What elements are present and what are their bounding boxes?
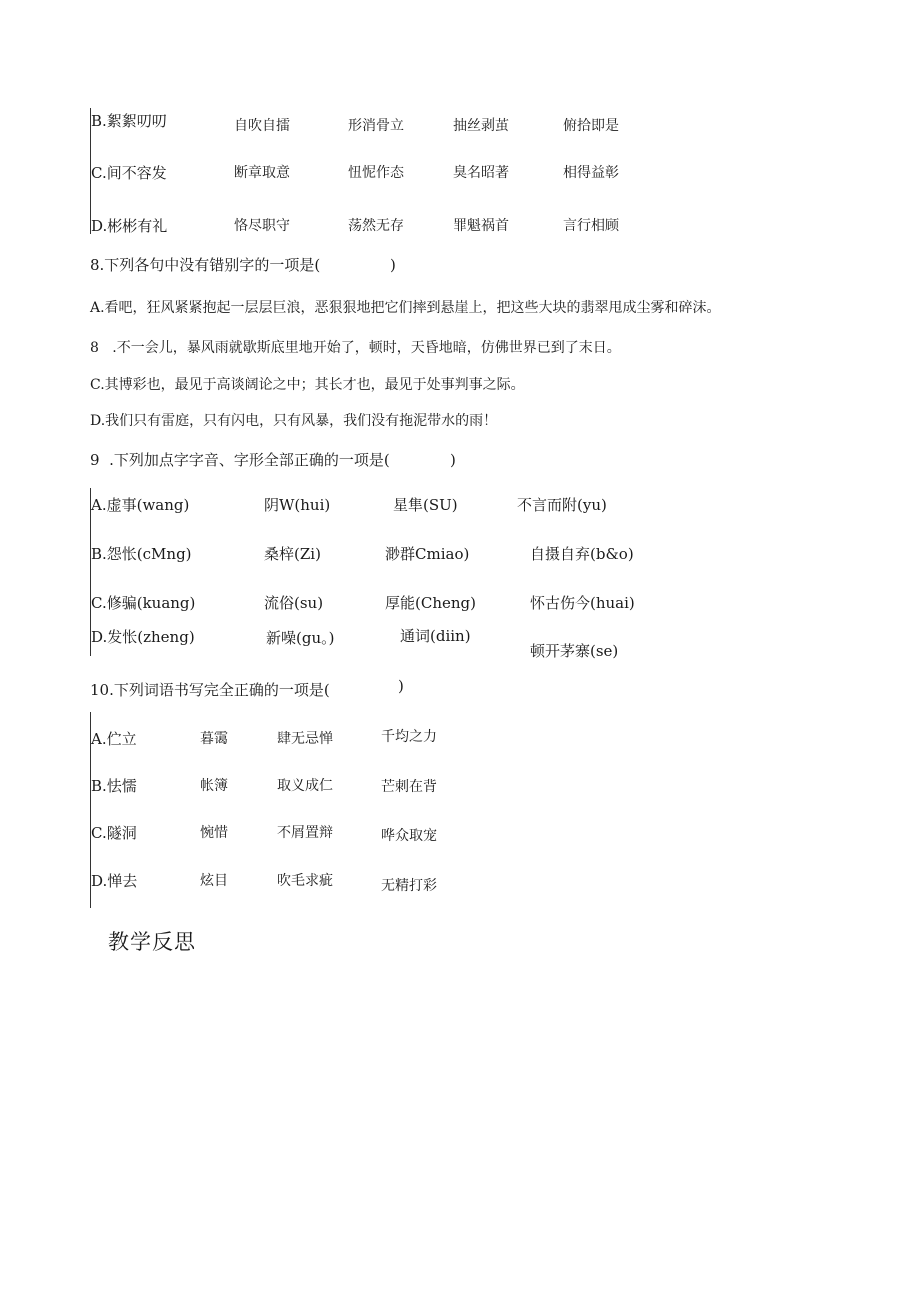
- q10-d-2: 炫目: [200, 873, 228, 889]
- q10-b-1: B.怯懦: [91, 777, 137, 795]
- q9-a-2: 阴W(hui): [264, 496, 331, 514]
- q9-d-1: D.发怅(zheng): [91, 628, 195, 646]
- q10-close-paren: ): [398, 677, 404, 695]
- q8-option-c: C.其博彩也，最见于高谈阔论之中；其长才也，最见于处事判事之际。: [90, 377, 525, 393]
- q10-c-2: 惋惜: [200, 825, 228, 841]
- reflection-heading: 教学反思: [108, 930, 196, 954]
- q10-b-4: 芒刺在背: [381, 779, 437, 795]
- q10-c-4: 哗众取宠: [381, 828, 437, 844]
- q10-a-2: 暮霭: [200, 731, 228, 747]
- q7-d-label: D.彬彬有礼: [91, 217, 168, 235]
- q9-a-3: 星隼(SU): [393, 496, 458, 514]
- q7-d-word-2: 荡然无存: [348, 218, 404, 234]
- q9-d-3: 通词(diin): [400, 627, 471, 645]
- q9-a-4: 不言而附(yu): [517, 496, 607, 514]
- q9-d-4: 顿开茅寨(se): [530, 642, 619, 660]
- q9-close-paren: ): [450, 451, 456, 469]
- q7-d-word-4: 言行相顾: [563, 218, 619, 234]
- q7-b-word-4: 俯拾即是: [563, 118, 619, 134]
- q8-option-a: A.看吧，狂风紧紧抱起一层层巨浪，恶狠狠地把它们摔到悬崖上，把这些大块的翡翠甩成尘雾和碎沫。: [90, 300, 721, 316]
- q7-c-word-2: 忸怩作态: [348, 165, 404, 181]
- q10-b-3: 取义成仁: [277, 778, 333, 794]
- q10-c-1: C.隧洞: [91, 824, 137, 842]
- q8-option-d: D.我们只有雷庭，只有闪电，只有风暴，我们没有拖泥带水的雨！: [90, 413, 498, 429]
- q10-a-3: 肆无忌惮: [277, 731, 333, 747]
- q9-stem: 9 .下列加点字字音、字形全部正确的一项是(: [90, 451, 390, 469]
- q7-c-word-4: 相得益彰: [563, 165, 619, 181]
- q7-b-label: B.絮絮叨叨: [91, 112, 167, 130]
- q9-a-1: A.虚事(wang): [91, 496, 190, 514]
- q7-b-word-2: 形消骨立: [348, 118, 404, 134]
- q9-b-4: 自摄自弃(b&o): [530, 545, 634, 563]
- q10-a-4: 千均之力: [381, 729, 437, 745]
- q7-c-label: C.间不容发: [91, 164, 167, 182]
- q7-d-word-1: 恪尽职守: [234, 218, 290, 234]
- q7-c-word-3: 臭名昭著: [453, 165, 509, 181]
- q9-c-3: 厚能(Cheng): [385, 594, 476, 612]
- q8-option-b: 8 .不一会儿，暴风雨就歇斯底里地开始了，顿时，天昏地暗，仿佛世界已到了末日。: [90, 340, 621, 356]
- q9-b-1: B.怨怅(cMng): [91, 545, 192, 563]
- q10-stem: 10.下列词语书写完全正确的一项是(: [90, 681, 330, 699]
- q10-a-1: A.伫立: [91, 730, 137, 748]
- q9-c-2: 流俗(su): [264, 594, 324, 612]
- q9-c-4: 怀古伤今(huai): [530, 594, 635, 612]
- q9-b-3: 渺群Cmiao): [385, 545, 470, 563]
- q9-d-2: 新噪(gu。): [266, 629, 335, 647]
- q9-b-2: 桑梓(Zi): [264, 545, 321, 563]
- q8-close-paren: ): [390, 256, 396, 274]
- q8-stem: 8.下列各句中没有错别字的一项是(: [90, 256, 321, 274]
- q10-c-3: 不屑置辩: [277, 825, 333, 841]
- q7-d-word-3: 罪魁祸首: [453, 218, 509, 234]
- q7-b-word-1: 自吹自擂: [234, 118, 290, 134]
- q7-c-word-1: 断章取意: [234, 165, 290, 181]
- q10-b-2: 帐簿: [200, 778, 228, 794]
- q9-c-1: C.修骗(kuang): [91, 594, 196, 612]
- q10-d-3: 吹毛求疵: [277, 873, 333, 889]
- q10-d-1: D.惮去: [91, 872, 138, 890]
- q7-b-word-3: 抽丝剥茧: [453, 118, 509, 134]
- q10-d-4: 无精打彩: [381, 878, 437, 894]
